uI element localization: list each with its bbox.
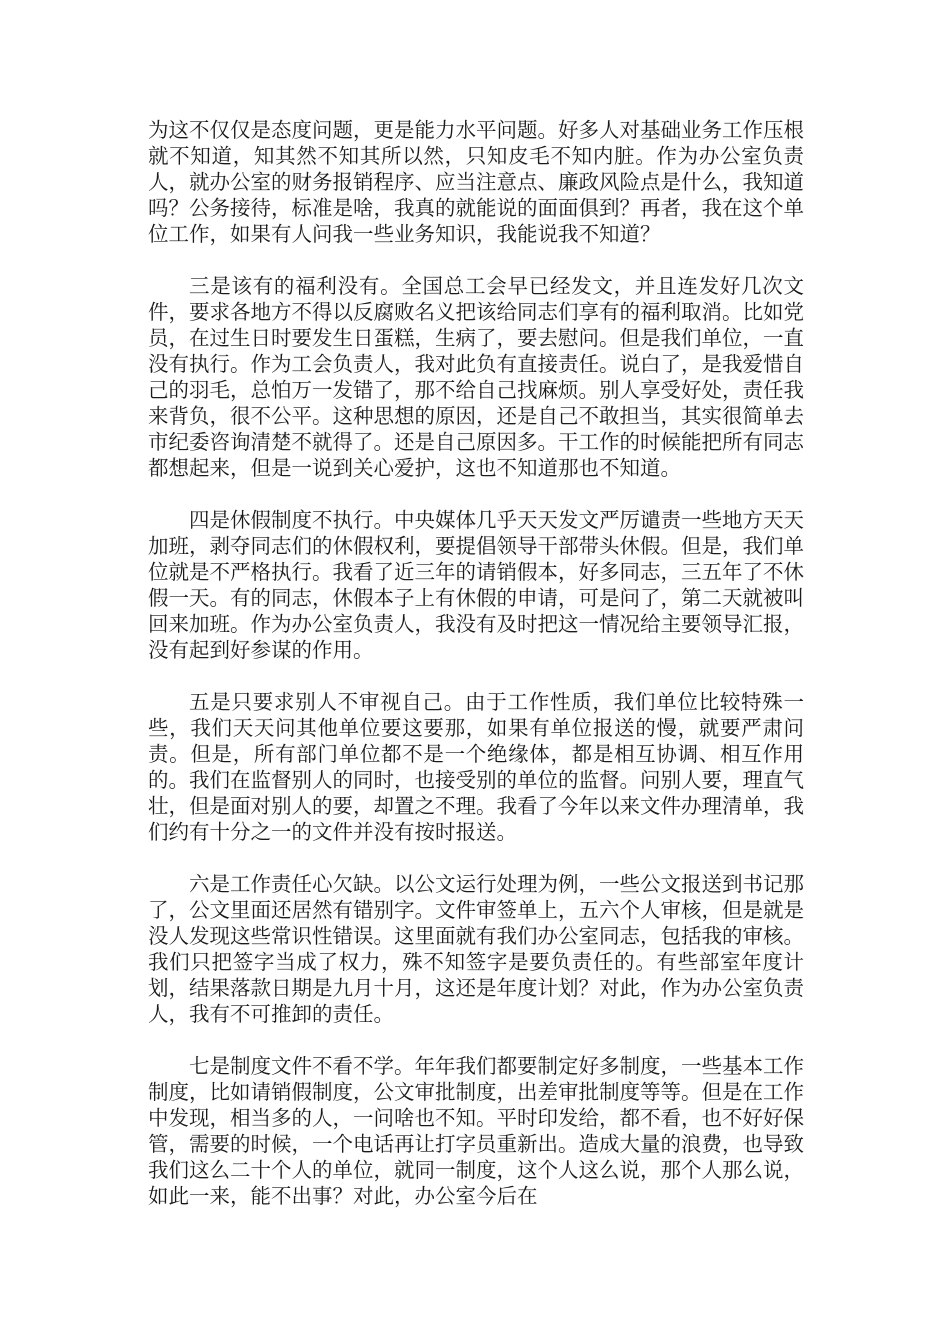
paragraph-self-review: 五是只要求别人不审视自己。由于工作性质，我们单位比较特殊一些，我们天天问其他单位要这要那，如果有单位报送的慢，就要严肃问责。但是，所有部门单位都不是一个绝缘体，都是相互协调、相互作用的。我们在监督别人的同时，也接受别的单位的监督。问别人要，理直气壮，但是面对别人的要，却置之不理。我看了今年以来文件办理清单，我们约有十分之一的文件并没有按时报送。 [148,690,804,844]
paragraph-regulations: 七是制度文件不看不学。年年我们都要制定好多制度，一些基本工作制度，比如请销假制度，公文审批制度，出差审批制度等等。但是在工作中发现，相当多的人，一问啥也不知。平时印发给，都不看，也不好好保管，需要的时候，一个电话再让打字员重新出。造成大量的浪费，也导致我们这么二十个人的单位，就同一制度，这个人这么说，那个人那么说，如此一来，能不出事？对此，办公室今后在 [148,1054,804,1208]
paragraph-vacation: 四是休假制度不执行。中央媒体几乎天天发文严厉谴责一些地方天天加班，剥夺同志们的休假权利，要提倡领导干部带头休假。但是，我们单位就是不严格执行。我看了近三年的请销假本，好多同志，三五年了不休假一天。有的同志，休假本子上有休假的申请，可是问了，第二天就被叫回来加班。作为办公室负责人，我没有及时把这一情况给主要领导汇报，没有起到好参谋的作用。 [148,508,804,662]
paragraph-welfare: 三是该有的福利没有。全国总工会早已经发文，并且连发好几次文件，要求各地方不得以反腐败名义把该给同志们享有的福利取消。比如党员，在过生日时要发生日蛋糕，生病了，要去慰问。但是我们单位，一直没有执行。作为工会负责人，我对此负有直接责任。说白了，是我爱惜自己的羽毛，总怕万一发错了，那不给自己找麻烦。别人享受好处，责任我来背负，很不公平。这种思想的原因，还是自己不敢担当，其实很简单去市纪委咨询清楚不就得了。还是自己原因多。干工作的时候能把所有同志都想起来，但是一说到关心爱护，这也不知道那也不知道。 [148,274,804,480]
paragraph-continued: 为这不仅仅是态度问题，更是能力水平问题。好多人对基础业务工作压根就不知道，知其然不知其所以然，只知皮毛不知内脏。作为办公室负责人，就办公室的财务报销程序、应当注意点、廉政风险点是什么，我知道吗？公务接待，标准是啥，我真的就能说的面面俱到？再者，我在这个单位工作，如果有人问我一些业务知识，我能说我不知道？ [148,118,804,246]
paragraph-responsibility: 六是工作责任心欠缺。以公文运行处理为例，一些公文报送到书记那了，公文里面还居然有错别字。文件审签单上，五六个人审核，但是就是没人发现这些常识性错误。这里面就有我们办公室同志，包括我的审核。我们只把签字当成了权力，殊不知签字是要负责任的。有些部室年度计划，结果落款日期是九月十月，这还是年度计划？对此，作为办公室负责人，我有不可推卸的责任。 [148,872,804,1026]
document-page [148,117,804,1235]
